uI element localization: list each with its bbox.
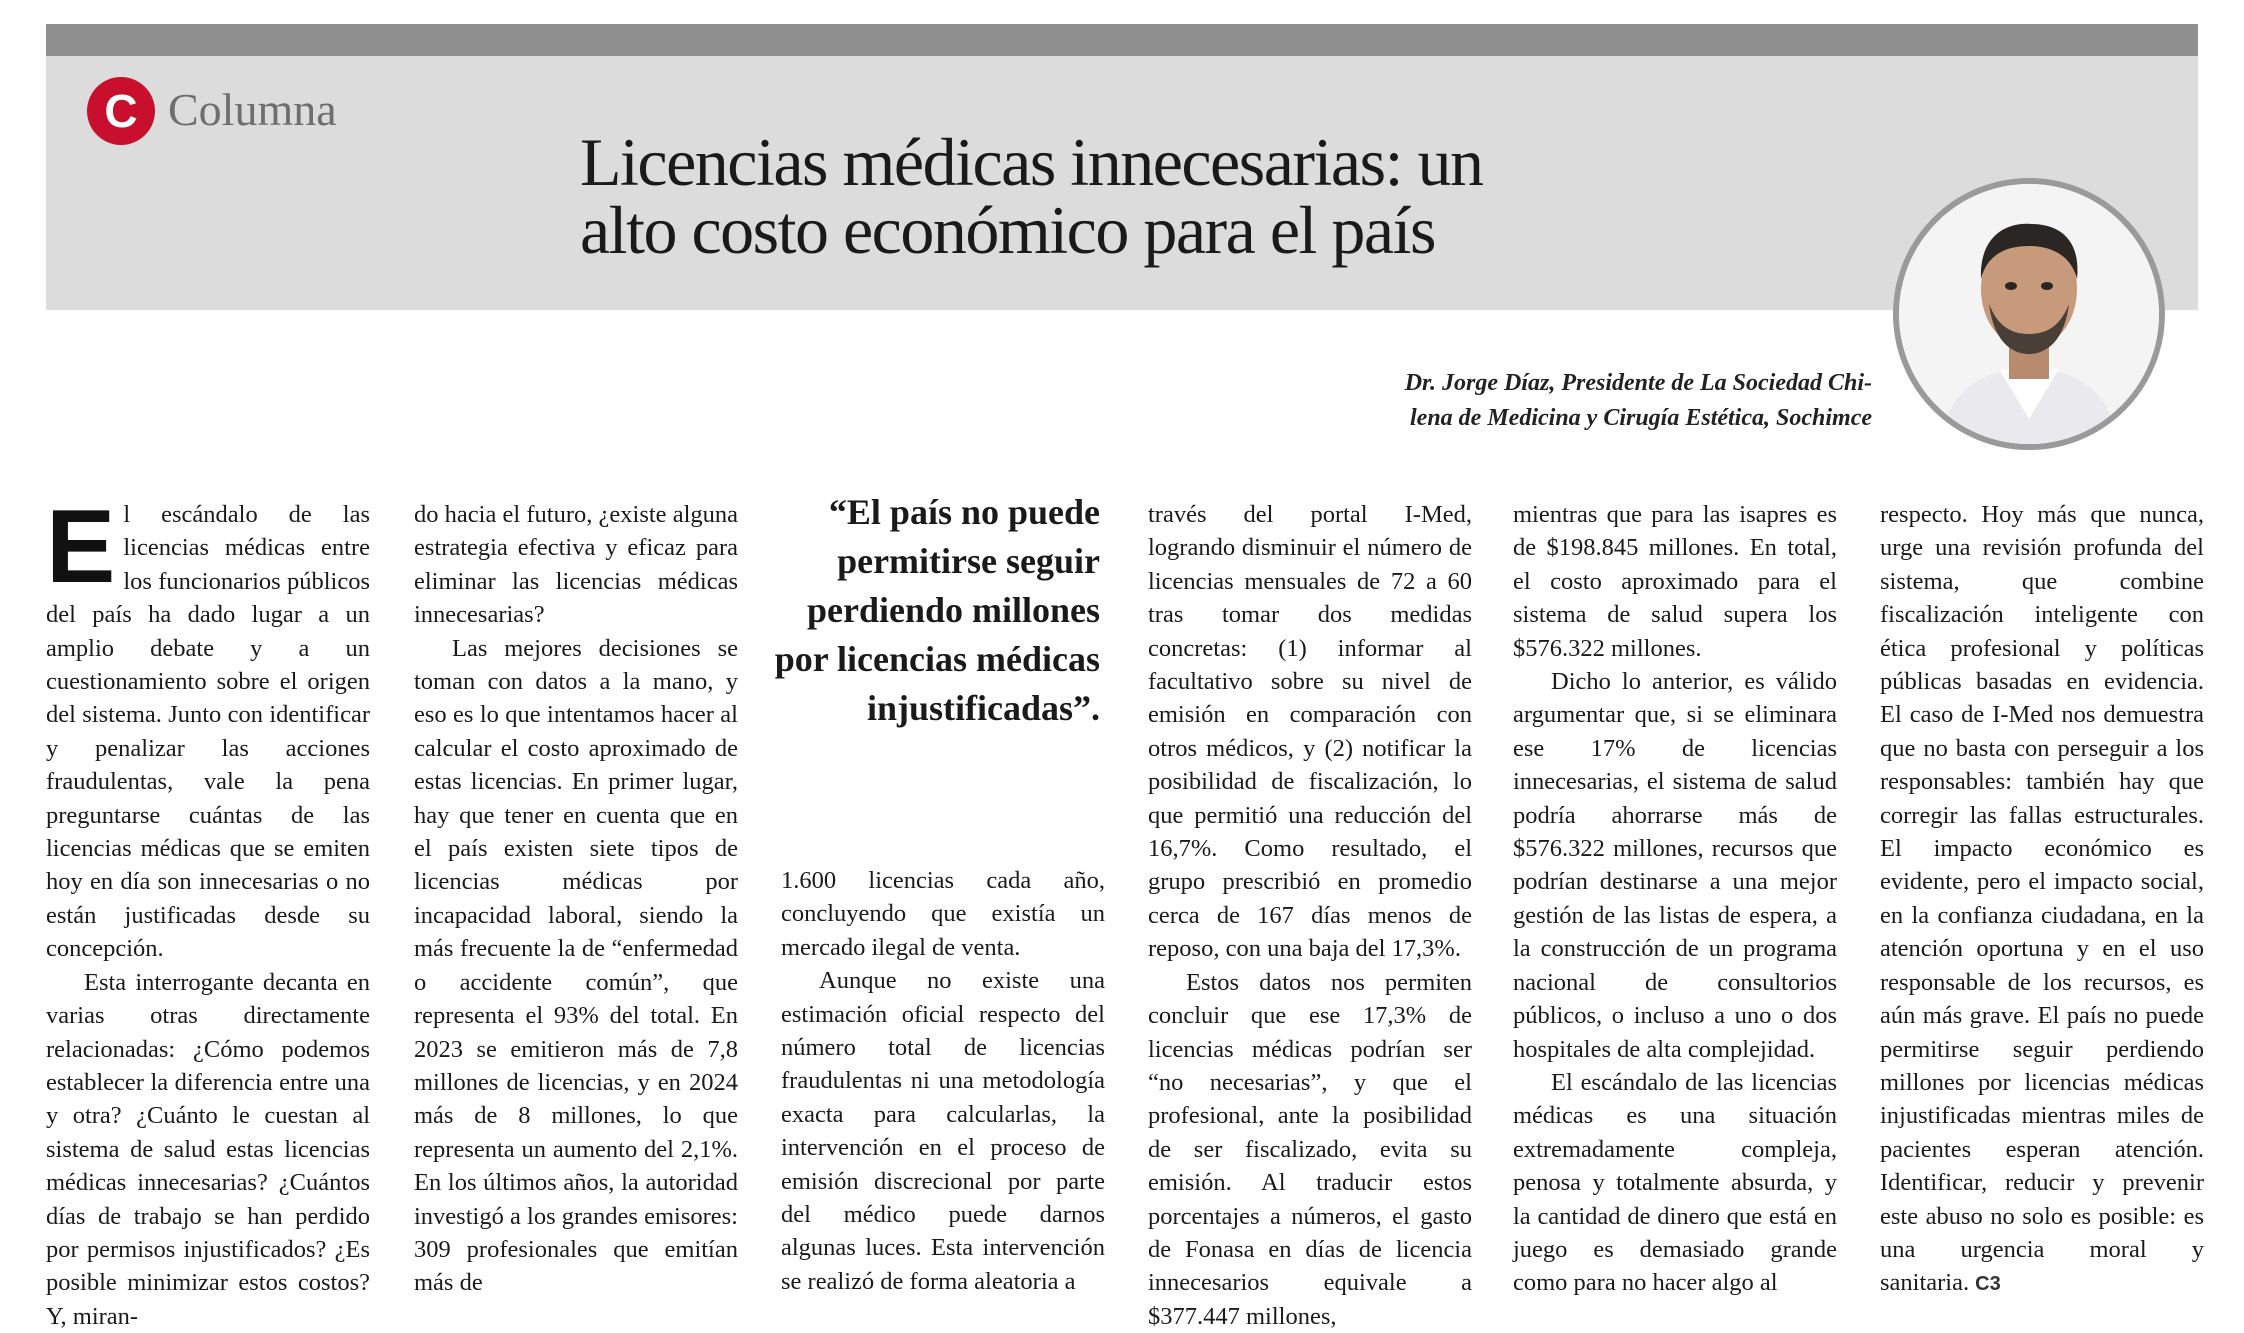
text-column-1: [46, 489, 370, 1333]
column-4-paragraph-1: través del portal I-Med, logrando disminuir el número de licencias mensuales de 72 a 60 tras tomar dos medidas concretas: (1) informar al facultativo sobre su nivel de emisión en comparación con otros médicos, y (2) notificar la posibilidad de fiscalización, lo que permitió una reducción del 16,7%. Como resultado, el grupo prescribió en promedio cerca de 167 días menos de reposo, con una baja del 17,3%.: [1148, 501, 1472, 963]
drop-cap: E: [46, 489, 116, 605]
text-column-5: [1513, 498, 1837, 1300]
text-column-2: [414, 498, 738, 1300]
author-portrait: [1893, 178, 2165, 450]
text-column-4: [1148, 498, 1472, 1333]
column-5-paragraph-3: El escándalo de las licencias médicas es una situación extremadamente compleja, penosa y totalmente absurda, y la cantidad de dinero que está en juego es demasiado grande como para no hacer algo al: [1513, 1068, 1837, 1297]
column-3-paragraph-1: 1.600 licencias cada año, concluyendo que existía un mercado ilegal de venta.: [781, 867, 1105, 961]
badge-letter: C: [104, 85, 138, 137]
column-6-paragraph-1: [1880, 498, 2204, 1302]
column-1-text-1: l escándalo de las licencias médicas entre los funcionarios públicos del país ha dado lugar a un amplio debate y a un cuestionamiento sobre el origen del sistema. Junto con identificar y penalizar las acciones fraudulentas, vale la pena preguntarse cuántas de las licencias médicas que se emiten hoy en día son innecesarias o no están justificadas desde su concepción.: [46, 501, 370, 963]
byline-line-1: Dr. Jorge Díaz, Presidente de La Sociedad Chi-: [1404, 370, 1872, 396]
column-1-paragraph-2: Esta interrogante decanta en varias otras directamente relacionadas: ¿Cómo podemos establecer la diferencia entre una y otra? ¿Cuánto le cuestan al sistema de salud estas licencias médicas innecesarias? ¿Cuántos días de trabajo se han perdido por permisos injustificados? ¿Es posible minimizar estos costos? Y, miran-: [46, 968, 370, 1330]
section-label: Columna: [168, 84, 337, 135]
author-portrait-icon: [1899, 184, 2159, 444]
headline-line-1: Licencias médicas innecesarias: un: [580, 124, 1483, 200]
column-5-paragraph-1: mientras que para las isapres es de $198.845 millones. En total, el costo aproximado para el sistema de salud supera los $576.322 millones.: [1513, 501, 1837, 662]
column-2-paragraph-1: do hacia el futuro, ¿existe alguna estrategia efectiva y eficaz para eliminar las licencias médicas innecesarias?: [414, 501, 738, 629]
end-mark-icon: C3: [1975, 1273, 2001, 1296]
headline-line-2: alto costo económico para el país: [580, 192, 1435, 268]
author-byline: [1272, 366, 1872, 436]
column-6-text-1: respecto. Hoy más que nunca, urge una revisión profunda del sistema, que combine fiscalización inteligente con ética profesional y políticas públicas basadas en evidencia. El caso de I-Med nos demuestra que no basta con perseguir a los responsables: también hay que corregir las fallas estructurales. El impacto económico es evidente, pero el impacto social, en la confianza ciudadana, en la atención oportuna y en el uso responsable de los recursos, es aún más grave. El país no puede permitirse seguir perdiendo millones por licencias médicas injustificadas mientras miles de pacientes esperan atención. Identificar, reducir y prevenir este abuso no solo es posible: es una urgencia moral y sanitaria.: [1880, 501, 2204, 1297]
column-badge-icon: [87, 77, 155, 145]
column-4-paragraph-2: Estos datos nos permiten concluir que ese 17,3% de licencias médicas podrían ser “no necesarias”, y que el profesional, ante la posibilidad de ser fiscalizado, evita su emisión. Al traducir estos porcentajes a números, el gasto de Fonasa en días de licencia innecesarios equivale a $377.447 millones,: [1148, 968, 1472, 1330]
column-5-paragraph-2: Dicho lo anterior, es válido argumentar que, si se eliminara ese 17% de licencias innecesarias, el sistema de salud podría ahorrarse más de $576.322 millones, recursos que podrían destinarse a una mejor gestión de las listas de espera, a la construcción de un programa nacional de consultorios públicos, o incluso a uno o dos hospitales de alta complejidad.: [1513, 668, 1837, 1063]
text-column-3: [781, 864, 1105, 1298]
headline: [580, 124, 1880, 268]
text-column-6: [1880, 498, 2204, 1302]
column-2-paragraph-2: Las mejores decisiones se toman con datos a la mano, y eso es lo que intentamos hacer al calcular el costo aproximado de estas licencias. En primer lugar, hay que tener en cuenta que en el país existen siete tipos de licencias médicas por incapacidad laboral, siendo la más frecuente la de “enfermedad o accidente común”, que representa el 93% del total. En 2023 se emitieron más de 7,8 millones de licencias, y en 2024 más de 8 millones, lo que representa un aumento del 2,1%. En los últimos años, la autoridad investigó a los grandes emisores: 309 profesionales que emitían más de: [414, 634, 738, 1297]
top-bar: [46, 24, 2198, 56]
column-3-paragraph-2: Aunque no existe una estimación oficial respecto del número total de licencias fraudulentas ni una metodología exacta para calcularlas, la intervención en el proceso de emisión discrecional por parte del médico puede darnos algunas luces. Esta intervención se realizó de forma aleatoria a: [781, 967, 1105, 1295]
byline-line-2: lena de Medicina y Cirugía Estética, Sochimce: [1410, 405, 1872, 431]
pull-quote: “El país no puede permitirse seguir perdiendo millones por licencias médicas injustificadas”.: [774, 492, 1100, 728]
column-1-paragraph-1: [46, 489, 370, 966]
